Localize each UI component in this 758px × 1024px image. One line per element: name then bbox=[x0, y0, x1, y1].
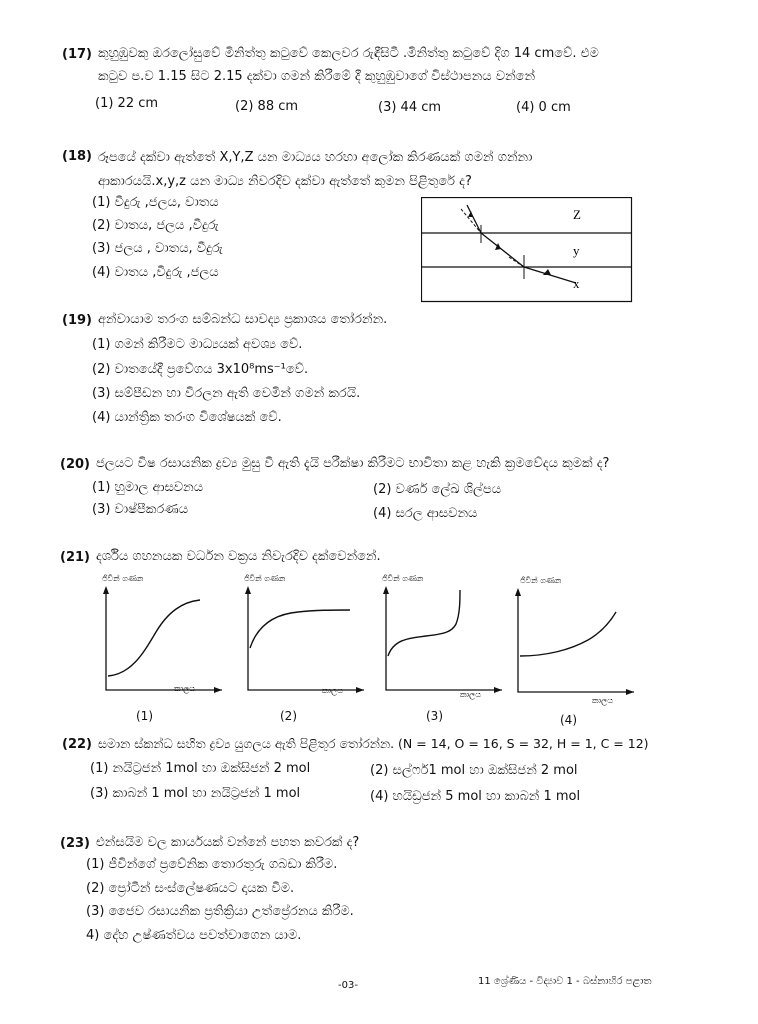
j-curve bbox=[520, 612, 616, 656]
question-number: (18) bbox=[62, 149, 92, 164]
option-3: (3) වාෂ්පීකරණය bbox=[92, 502, 189, 517]
growth-graph-3 bbox=[374, 572, 504, 704]
graph-4-plot bbox=[506, 584, 636, 699]
question-stem: දර්ශිය ගහනයක වර්ධන වක්‍රය නිවැරදිව දක්වෙන්නේ. bbox=[96, 549, 381, 564]
x-axis-label: කාලය bbox=[174, 684, 195, 693]
question-number: (22) bbox=[62, 737, 92, 752]
option-1: (1) ගමන් කිරීමට මාධ්‍යයක් අවශ්‍ය වේ. bbox=[92, 337, 303, 352]
diagram-border bbox=[422, 198, 632, 302]
question-stem-line-1: රූපයේ දක්වා ඇත්තේ X,Y,Z යන මාධ්‍යය හරහා අලෝක කිරණයක් ගමන් ගන්නා bbox=[98, 150, 533, 165]
x-axis-label: කාලය bbox=[460, 690, 481, 699]
option-1: (1) ජීවින්ගේ ප්‍රවේනික තොරතුරු ගබඩා කිරීම. bbox=[86, 857, 338, 872]
arrow-head-1 bbox=[543, 269, 551, 275]
extension-line-2 bbox=[509, 257, 524, 267]
y-arrow-icon bbox=[383, 586, 389, 594]
option-2: (2) සල්ෆර්1 mol හා ඔක්සිජන් 2 mol bbox=[370, 763, 578, 778]
axes bbox=[106, 590, 222, 690]
x-arrow-icon bbox=[214, 687, 222, 693]
x-axis-label: කාලය bbox=[322, 686, 343, 695]
label-z: Z bbox=[573, 207, 581, 222]
axes bbox=[518, 592, 634, 692]
question-stem-line-2: ආකාරයයි.x,y,z යන මාධ්‍ය නිවරදිව දක්වා ඇත්තේ කුමන පිළිතුරේ ද? bbox=[98, 174, 472, 189]
question-stem: සමාන ස්කන්ධ සහිත ද්‍රව්‍ය යුගලය ඇති පිළිතුර තෝරන්න. (N = 14, O = 16, S = 32, H = 1, C = 12) bbox=[98, 736, 649, 751]
graph-caption-4: (4) bbox=[560, 713, 577, 727]
option-4: (4) සරල ආසවනය bbox=[373, 506, 478, 521]
question-number: (23) bbox=[60, 836, 90, 851]
question-number: (20) bbox=[60, 457, 90, 472]
graph-3-plot bbox=[374, 582, 504, 697]
y-axis-label: ජිවීන් ගණන bbox=[520, 576, 562, 585]
y-axis-label: ජිවීන් ගණන bbox=[102, 574, 144, 583]
option-3: (3) 44 cm bbox=[378, 100, 442, 115]
graph-1-plot bbox=[94, 582, 224, 697]
x-axis-label: කාලය bbox=[592, 696, 613, 705]
graph-caption-1: (1) bbox=[136, 709, 153, 723]
question-stem-line-1: කුහුඹුවකු ඔරලෝසුවේ මිනිත්තු කටුවේ කෙලවර රුඳීසිටී .මිනිත්තු කටුවේ දිග 14 cmවේ. එම bbox=[98, 46, 599, 61]
option-3: (3) ජලය , වාතය, වීදුරු bbox=[92, 241, 223, 256]
label-x: x bbox=[573, 276, 580, 291]
y-axis-label: ජිවීන් ගණන bbox=[382, 574, 424, 583]
option-4: (4) වාතය ,වීදුරු ,ජලය bbox=[92, 265, 219, 280]
axes bbox=[248, 590, 364, 690]
y-arrow-icon bbox=[515, 588, 521, 596]
label-y: y bbox=[573, 243, 580, 258]
option-3: (3) කාබන් 1 mol හා නයිට්‍රජන් 1 mol bbox=[90, 786, 301, 801]
option-1: (1) හුමාල ආසවනය bbox=[92, 480, 204, 495]
option-3: (3) ජෛව රසායනික ප්‍රතික්‍රියා උත්ප්‍රේරනය කිරීම. bbox=[86, 904, 354, 919]
option-2: (2) වර්ණ ලේඛ ශිල්පය bbox=[373, 482, 502, 497]
option-2: (2) 88 cm bbox=[235, 99, 299, 114]
option-1: (1) වීදුරු ,ජලය, වාතය bbox=[92, 195, 219, 210]
option-4: (4) යාන්ත්‍රික තරංග විශේෂයක් වේ. bbox=[92, 410, 282, 425]
option-4: (4) හයිඩ්‍රජන් 5 mol හා කාබන් 1 mol bbox=[370, 789, 581, 804]
question-stem-line-2: කටුව ප.ව 1.15 සිට 2.15 දක්වා ගමන් කිරීමේ දී කුහුඹුවාගේ විස්ථාපනය වන්නේ bbox=[98, 69, 536, 84]
x-arrow-icon bbox=[626, 689, 634, 695]
growth-graph-2 bbox=[236, 572, 366, 702]
graph-2-plot bbox=[236, 582, 366, 697]
graph-caption-3: (3) bbox=[426, 709, 443, 723]
question-stem: ජලයට විෂ රසායනික ද්‍රව්‍ය මුසු වී ඇති දැයි පරීක්ෂා කිරීමට භාවිතා කළ හැකි ක්‍රමවේදය කුමක් ද? bbox=[96, 456, 610, 471]
light-ray bbox=[467, 205, 576, 283]
option-1: (1) නයිට්‍රජන් 1mol හා ඔක්සිජන් 2 mol bbox=[90, 761, 311, 776]
question-number: (21) bbox=[60, 550, 90, 565]
growth-graph-1 bbox=[94, 572, 224, 702]
option-3: (3) සම්පීඩන හා විරලන ඇති වෙමින් ගමන් කරයි. bbox=[92, 386, 361, 401]
y-arrow-icon bbox=[245, 586, 251, 594]
refraction-diagram bbox=[421, 197, 633, 303]
x-arrow-icon bbox=[356, 687, 364, 693]
question-number: (17) bbox=[62, 47, 92, 62]
page-number: -03- bbox=[338, 980, 358, 991]
option-4: (4) 0 cm bbox=[516, 100, 571, 115]
y-arrow-icon bbox=[103, 586, 109, 594]
option-4: 4) දේහ උෂ්ණත්වය පවත්වාගෙන යාම. bbox=[86, 928, 302, 943]
graph-caption-2: (2) bbox=[280, 709, 297, 723]
x-arrow-icon bbox=[494, 687, 502, 693]
option-1: (1) 22 cm bbox=[95, 96, 159, 111]
option-2: (2) ප්‍රෝටීන් සංස්ලේෂණයට දායක වීම. bbox=[86, 881, 295, 896]
inflection-curve bbox=[388, 590, 460, 656]
y-axis-label: ජිවීන් ගණන bbox=[244, 574, 286, 583]
growth-graph-4 bbox=[506, 572, 636, 712]
question-number: (19) bbox=[62, 313, 92, 328]
footer-label: 11 ශ්‍රේණිය - විද්‍යාව 1 - බස්නාහිර පළාත bbox=[478, 976, 652, 987]
question-stem: එන්සයිම වල කාර්යයක් වන්නේ පහත කවරක් ද? bbox=[96, 835, 360, 850]
sigmoid-curve bbox=[108, 600, 200, 676]
option-2: (2) වාතය, ජලය ,වීදුරු bbox=[92, 218, 219, 233]
question-stem: අන්වායාම තරංග සම්බන්ධ සාවද්‍ය ප්‍රකාශය තෝරන්න. bbox=[98, 312, 388, 327]
option-2: (2) වාතයේදී ප්‍රවේගය 3x10⁸ms⁻¹වේ. bbox=[92, 362, 309, 377]
plateau-curve bbox=[250, 610, 350, 648]
